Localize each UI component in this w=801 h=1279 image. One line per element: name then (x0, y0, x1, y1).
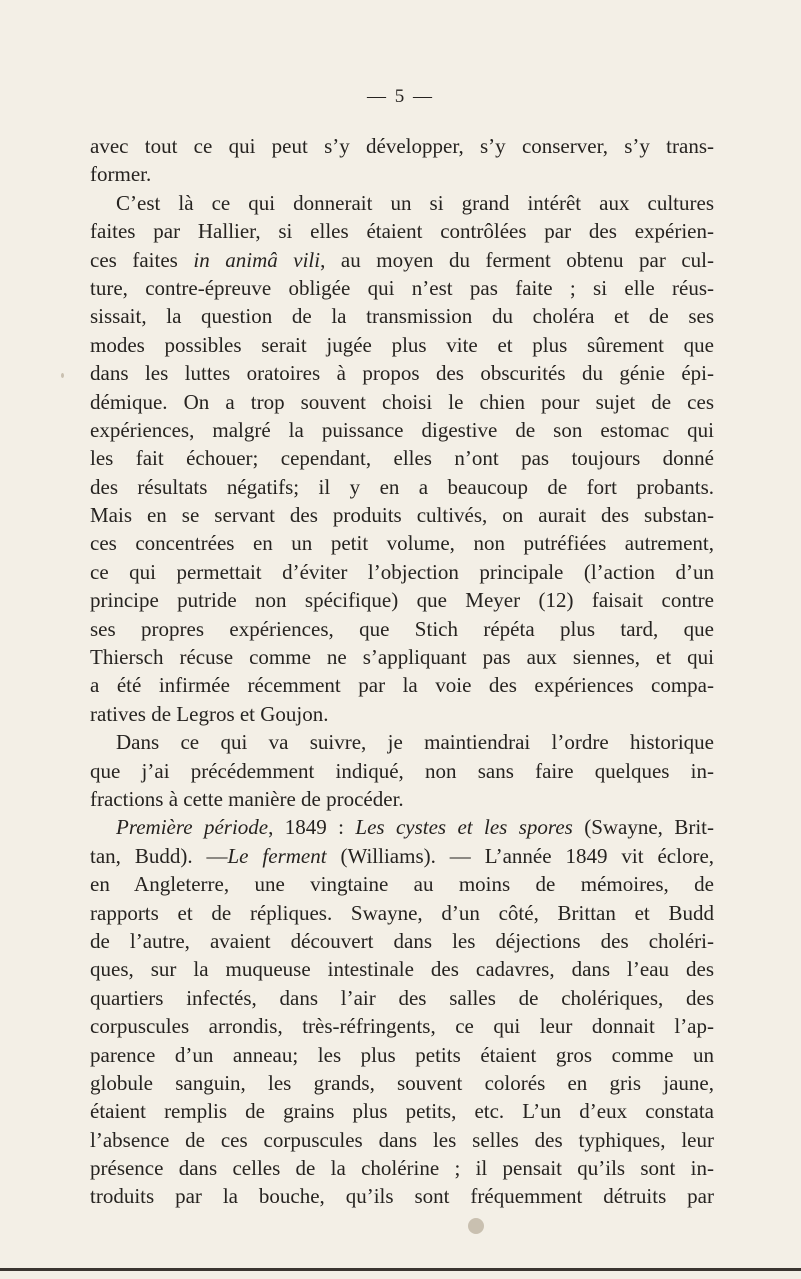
text-line: C’est là ce qui donnerait un si grand intérêt aux cultures (116, 190, 714, 215)
text-line: ques, sur la muqueuse intestinale des cadavres, dans l’eau des (90, 957, 714, 982)
italic-phrase: in animâ vili (193, 247, 321, 272)
body-text (90, 132, 714, 1211)
text-line: fractions à cette manière de procéder. (90, 786, 404, 811)
text-line: que j’ai précédemment indiqué, non sans faire quelques in- (90, 758, 714, 783)
text-line: dans les luttes oratoires à propos des obscurités du génie épi- (90, 361, 714, 386)
text-line: ces concentrées en un petit volume, non putréfiées autrement, (90, 531, 714, 556)
text-line: ses propres expériences, que Stich répéta plus tard, que (90, 616, 714, 641)
page-number: — 5 — (367, 86, 434, 107)
text-line: de l’autre, avaient découvert dans les déjections des choléri- (90, 928, 714, 953)
text-line: expériences, malgré la puissance digestive de son estomac qui (90, 417, 714, 442)
text-line: Thiersch récuse comme ne s’appliquant pas aux siennes, et qui (90, 645, 714, 670)
text-line: démique. On a trop souvent choisi le chien pour sujet de ces (90, 389, 714, 414)
text-line: modes possibles serait jugée plus vite et plus sûrement que (90, 332, 714, 357)
text-line: des résultats négatifs; il y en a beaucoup de fort probants. (90, 474, 714, 499)
text-line: ce qui permettait d’éviter l’objection principale (l’action d’un (90, 559, 714, 584)
text-line: sissait, la question de la transmission du choléra et de ses (90, 304, 714, 329)
text-run: (Swayne, Brit- (584, 815, 714, 840)
text-line: les fait échouer; cependant, elles n’ont pas toujours donné (90, 446, 714, 471)
text-line: a été infirmée récemment par la voie des expériences compa- (90, 673, 714, 698)
text-line: rapports et de répliques. Swayne, d’un côté, Brittan et Budd (90, 900, 714, 925)
text-line: Dans ce qui va suivre, je maintiendrai l’ordre historique (116, 730, 714, 755)
text-line: étaient remplis de grains plus petits, etc. L’un d’eux constata (90, 1099, 714, 1124)
text-line: ratives de Legros et Goujon. (90, 701, 329, 726)
text-run: tan, Budd). — (90, 843, 228, 868)
text-line: en Angleterre, une vingtaine au moins de mémoires, de (90, 872, 714, 897)
text-line: l’absence de ces corpuscules dans les selles des typhiques, leur (90, 1127, 714, 1152)
paper-speck (468, 1218, 484, 1234)
text-run: , 1849 : (268, 815, 344, 840)
italic-phrase: Le ferment (227, 843, 327, 868)
text-line: parence d’un anneau; les plus petits étaient gros comme un (90, 1042, 714, 1067)
text-line: troduits par la bouche, qu’ils sont fréquemment détruits par (90, 1184, 714, 1209)
page-edge-rule (0, 1268, 801, 1271)
text-line: ture, contre-épreuve obligée qui n’est pas faite ; si elle réus- (90, 275, 714, 300)
text-line: corpuscules arrondis, très-réfringents, ce qui leur donnait l’ap- (90, 1014, 714, 1039)
italic-phrase: Les cystes et les spores (355, 815, 573, 840)
text-line: avec tout ce qui peut s’y développer, s’y conserver, s’y trans- (90, 134, 714, 158)
text-run: (Williams). — L’année 1849 vit éclore, (340, 843, 715, 868)
text-line: Mais en se servant des produits cultivés, on aurait des substan- (90, 503, 714, 528)
text-line: quartiers infectés, dans l’air des salles de cholériques, des (90, 985, 714, 1010)
text-line (90, 246, 714, 274)
paper-speck (61, 373, 64, 378)
text-line (90, 813, 714, 841)
text-run: ces faites (90, 247, 178, 272)
text-line: présence dans celles de la cholérine ; il pensait qu’ils sont in- (90, 1156, 714, 1181)
text-line: faites par Hallier, si elles étaient contrôlées par des expérien- (90, 219, 714, 244)
text-line: principe putride non spécifique) que Meyer (12) faisait contre (90, 588, 714, 613)
text-line: globule sanguin, les grands, souvent colorés en gris jaune, (90, 1070, 714, 1095)
text-line: former. (90, 162, 152, 187)
text-run: , au moyen du ferment obtenu par cul- (320, 247, 714, 272)
italic-phrase: Première période (116, 815, 269, 840)
text-line (90, 842, 714, 870)
